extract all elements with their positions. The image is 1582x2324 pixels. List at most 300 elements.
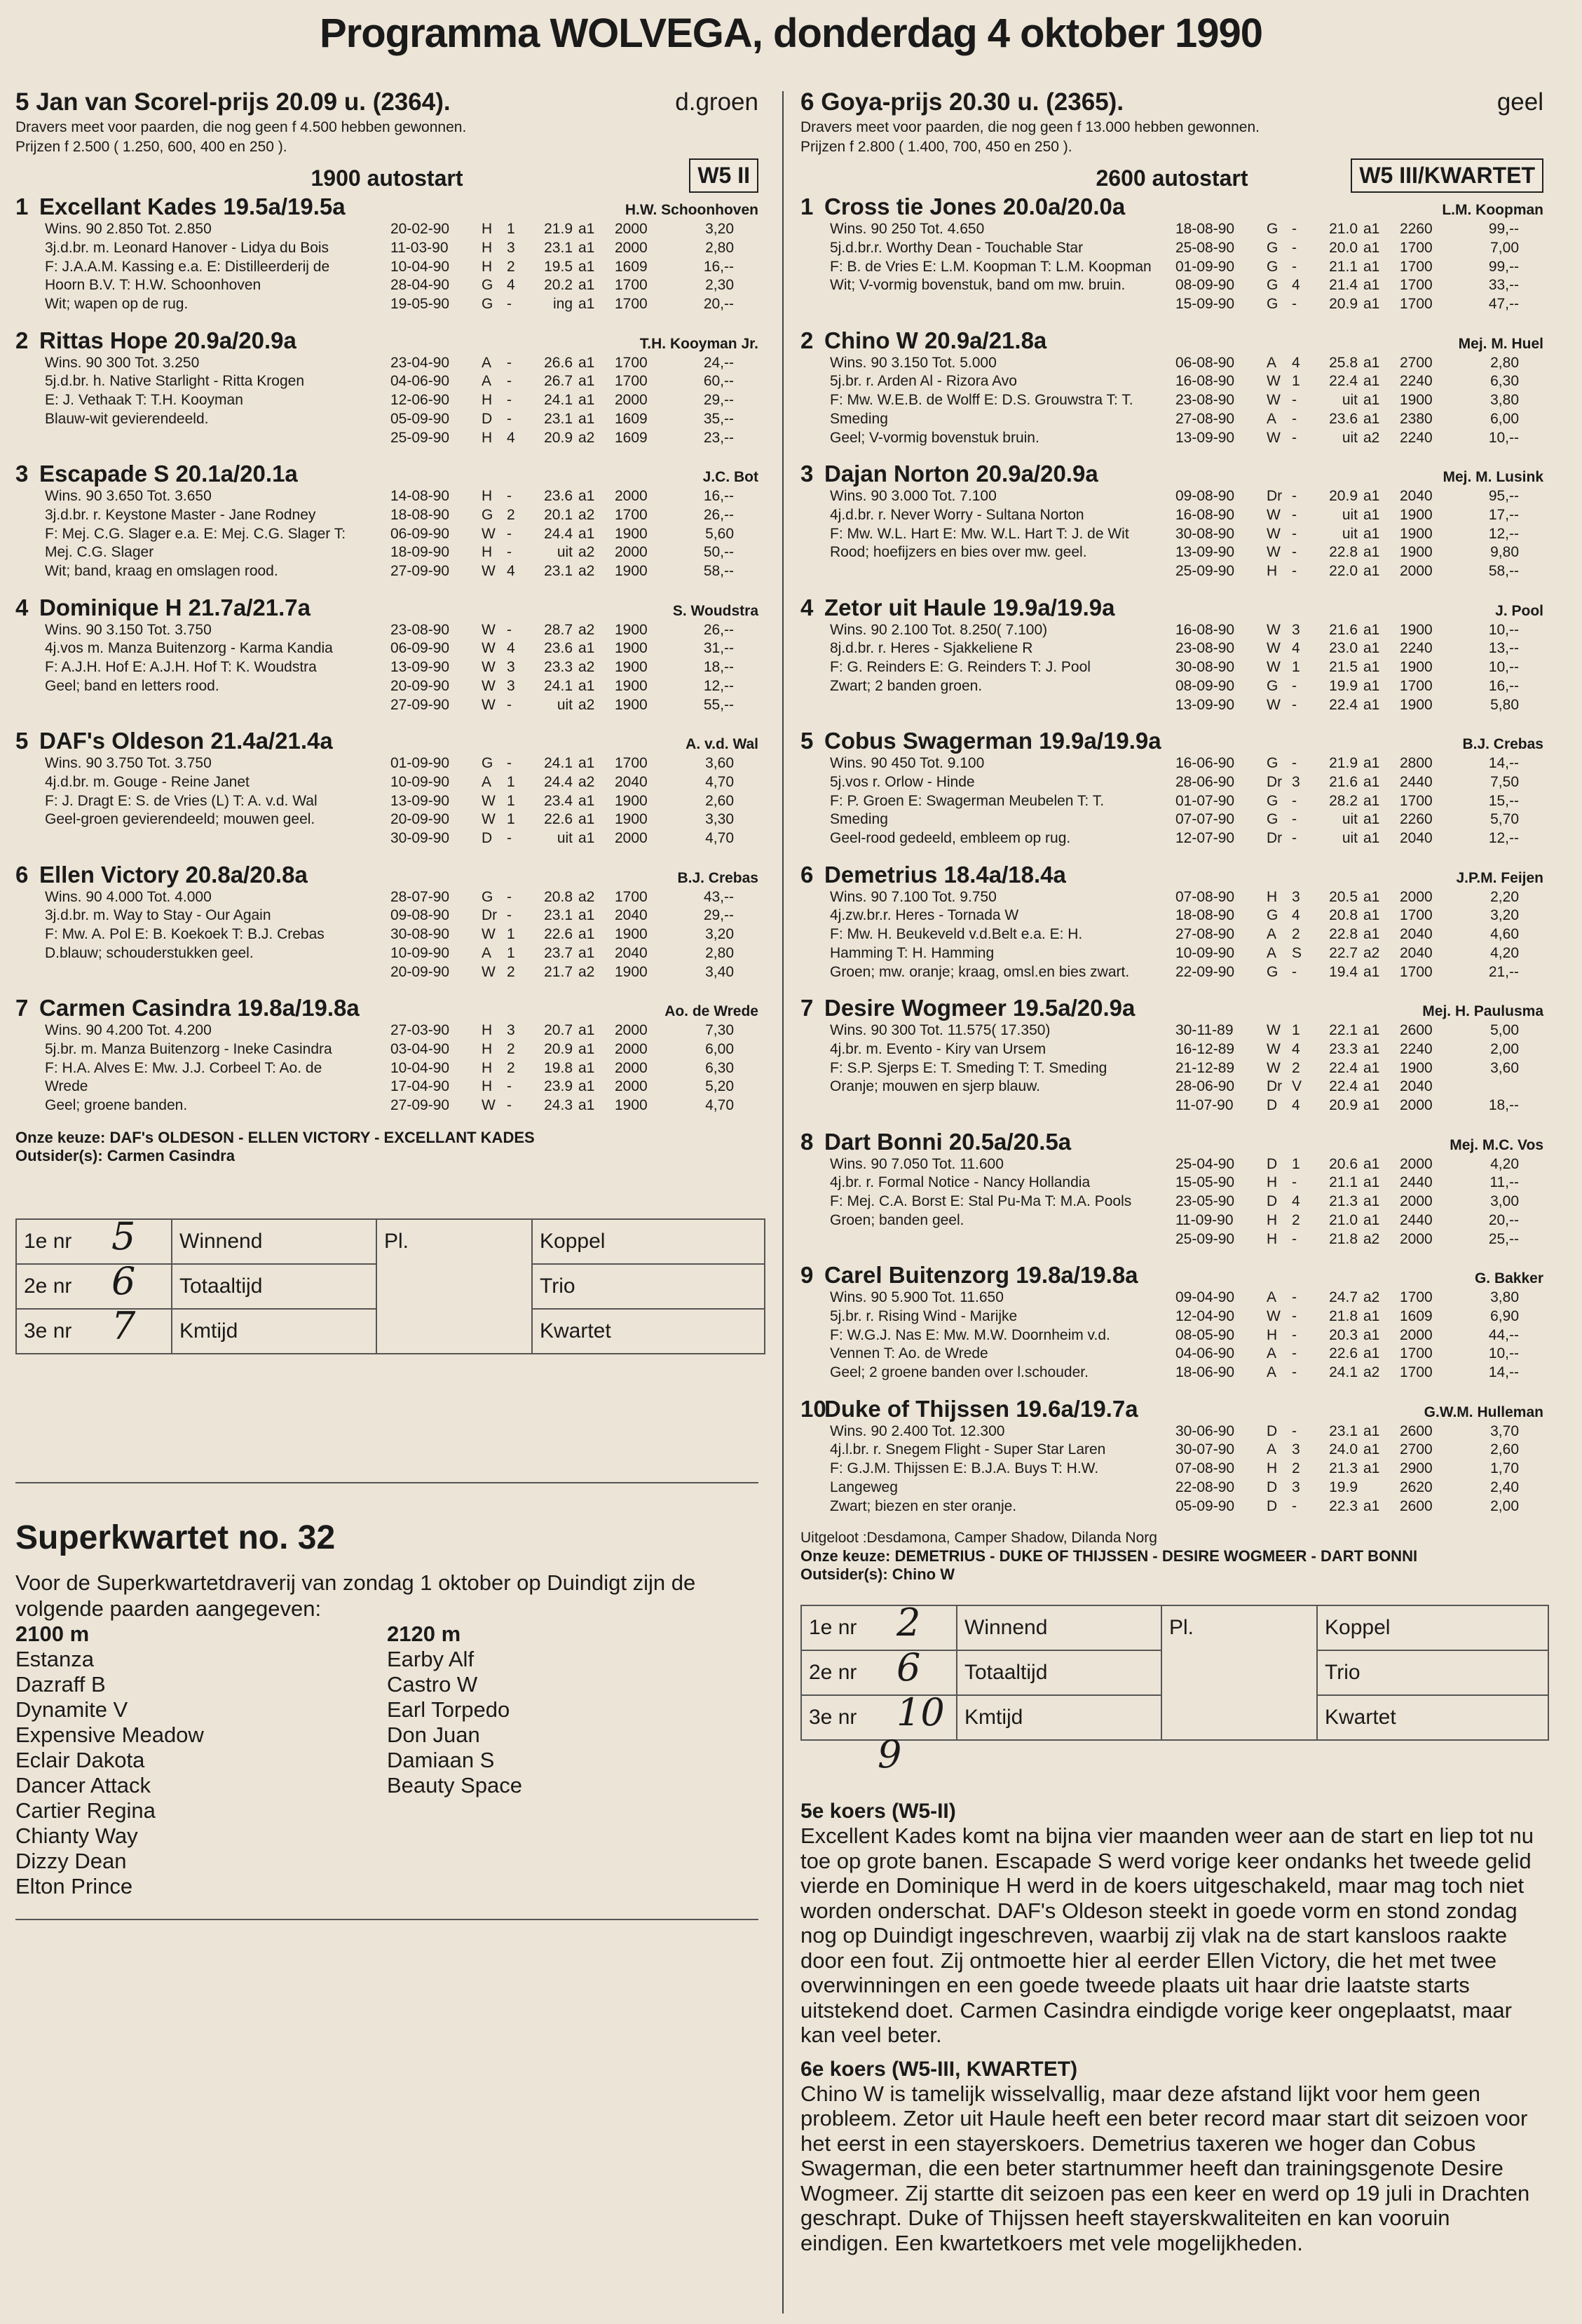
form-row [390,639,758,658]
info-line: Wins. 90 250 Tot. 4.650 [830,221,985,237]
horse-entry [15,995,758,1129]
comment-title: 5e koers (W5-II) [800,1800,956,1823]
form-row [1175,295,1543,314]
our-pick: Onze keuze: DAF's OLDESON - ELLEN VICTORY - EXCELLANT KADES [15,1128,535,1146]
horse-list-item: Don Juan [387,1722,480,1747]
form-cell: 23.6 [544,488,573,504]
form-cell: 20.9 [1329,296,1358,313]
horse-info [800,1289,1175,1382]
form-cell: 4 [1292,1040,1300,1057]
form-cell: 22.6 [1329,1345,1358,1362]
form-cell: 24.1 [544,677,573,694]
horse-number: 4 [15,594,29,620]
form-cell: 20.2 [544,277,573,294]
form-cell: 1 [1292,659,1300,676]
form-cell: a2 [578,544,595,561]
form-row [390,487,758,506]
horse-form [1175,1289,1543,1382]
form-row [1175,925,1543,944]
form-cell: a1 [1363,563,1380,580]
horse-list-item: Dancer Attack [15,1772,151,1798]
form-cell: a1 [1363,410,1380,427]
form-cell: 21.1 [1329,1174,1358,1191]
info-line: Wins. 90 7.100 Tot. 9.750 [830,888,997,905]
form-cell: 1700 [615,354,648,371]
form-cell: 2000 [1400,888,1433,905]
info-line: 3j.d.br. r. Keystone Master - Jane Rodney [45,506,316,523]
form-row [1175,487,1543,506]
superkwartet-list-2120 [387,1622,758,1899]
race-prizes: Prijzen f 2.800 ( 1.400, 700, 450 en 250 ). [800,139,1072,155]
form-cell: a1 [1363,696,1380,713]
horse-trainer: Ao. de Wrede [664,1003,758,1019]
form-cell: 13-09-90 [1175,544,1235,561]
horse-header [15,327,758,354]
form-cell: 2380 [1400,410,1433,427]
form-cell: a1 [1363,277,1380,294]
horse-info [800,1155,1175,1249]
form-cell: 30-07-90 [1175,1441,1235,1458]
form-row [1175,354,1543,373]
form-cell: ing [552,296,573,313]
form-cell: a1 [578,811,595,828]
info-line: 4j.vos m. Manza Buitenzorg - Karma Kandia [45,640,333,657]
horse-name-text: Dart Bonni 20.5a/20.5a [824,1128,1072,1155]
form-row [1175,1289,1543,1307]
form-cell: - [507,354,512,371]
form-cell: 11-09-90 [1175,1211,1234,1228]
list-heading: 2100 m [15,1621,90,1646]
form-cell: a1 [578,907,595,924]
result-field: Kmtijd [957,1695,1161,1740]
horse-list-item: Eclair Dakota [15,1747,145,1772]
form-cell: 19.5 [544,258,573,275]
form-cell: 05-09-90 [390,410,450,427]
form-cell: 1700 [1400,1289,1433,1305]
form-row [1175,1192,1543,1211]
form-row [1175,696,1543,715]
handwritten-number: 6 [896,1645,921,1690]
horse-header [15,995,758,1021]
info-line: F: Mej. C.G. Slager e.a. E: Mej. C.G. Slager T: [45,525,346,542]
horse-info [15,754,390,848]
info-line: Geel; 2 groene banden over l.schouder. [830,1364,1089,1381]
form-cell: 1900 [615,677,648,694]
form-cell: 1900 [615,963,648,980]
form-cell: 1900 [1400,525,1433,542]
form-cell: 1 [507,221,515,237]
comment-text: Chino W is tamelijk wisselvallig, maar deze afstand lijkt voor hem geen probleem. Zetor uit Haule heeft een beter record maar start dit seizoen voor het eerst in een stayerskoers. Demetrius taxeren we hoger dan Cobus Swagerman, die een beter startnummer heeft dan trainingsgenote Desire Wogmeer. Zij startte dit seizoen pas een keer en werd op 19 juli in Drachten geschrapt. Duke of Thijssen heeft stayerskwaliteiten en kan vooruin eindigen. Een kwartetkoers met vele mogelijkheden. [800,2081,1530,2255]
form-cell: a1 [1363,1155,1380,1172]
horse-entry [800,728,1543,862]
form-cell: 5,20 [705,1078,734,1095]
form-cell: 2240 [1400,373,1433,390]
form-cell: 3 [507,677,515,694]
form-cell: A [1267,926,1277,943]
form-cell: 2 [507,1040,515,1057]
info-line: Wins. 90 2.850 Tot. 2.850 [45,221,212,237]
form-cell: 6,30 [705,1059,734,1076]
result-position [16,1214,172,1264]
form-row [390,829,758,848]
horse-info [800,220,1175,314]
info-line: Geel; V-vormig bovenstuk bruin. [830,429,1039,446]
form-row [390,562,758,581]
form-row [1175,1211,1543,1230]
horse-number: 3 [15,461,29,487]
form-row [390,410,758,429]
info-line: Hamming T: H. Hamming [830,944,995,961]
horse-name [15,995,360,1021]
section-rule [15,1919,758,1920]
form-cell: 2000 [615,830,648,847]
form-cell: 16,-- [703,488,734,504]
horse-header [15,594,758,621]
horse-form [390,621,758,715]
horse-entry [15,193,758,327]
form-cell: 33,-- [1488,277,1519,294]
form-cell: Dr [1267,488,1283,504]
horse-body [800,220,1543,314]
form-cell: 07-08-90 [1175,888,1235,905]
form-cell: H [482,1078,493,1095]
horse-body [15,754,758,848]
info-line: Groen; mw. oranje; kraag, omsl.en bies zwart. [830,963,1130,980]
form-cell: 20.9 [544,1040,573,1057]
form-cell: - [1292,1422,1297,1439]
form-cell: 2 [1292,926,1300,943]
form-cell: 2 [507,963,515,980]
result-field: Winnend [172,1219,376,1264]
form-cell: D [482,830,493,847]
form-cell: 30-08-90 [1175,525,1235,542]
form-cell: 3,60 [1490,1059,1519,1076]
form-cell: a1 [1363,1307,1380,1324]
horse-form [1175,1422,1543,1516]
horse-list-item: Dizzy Dean [15,1848,127,1873]
form-cell: a1 [1363,506,1380,523]
info-line: F: Mej. C.A. Borst E: Stal Pu-Ma T: M.A. Pools [830,1193,1132,1210]
result-bet: Kwartet [1317,1695,1548,1740]
form-cell: 2000 [615,1022,648,1038]
form-cell: 16-08-90 [1175,621,1235,638]
horse-header [800,1129,1543,1155]
form-cell: - [1292,1230,1297,1247]
result-table-race-5 [15,1214,765,1354]
form-cell: 1700 [615,277,648,294]
form-row [1175,906,1543,925]
form-cell: 20-09-90 [390,811,450,828]
form-cell: 3 [1292,1479,1300,1495]
form-cell: 1900 [1400,506,1433,523]
form-cell: a2 [1363,944,1380,961]
info-line: Wins. 90 3.150 Tot. 5.000 [830,354,997,371]
form-cell: 35,-- [703,410,734,427]
form-cell: 20.8 [544,888,573,905]
horse-body [800,354,1543,448]
form-cell: G [482,888,493,905]
form-cell: 23-08-90 [390,621,450,638]
form-cell: 22.7 [1329,944,1358,961]
info-line: Wins. 90 4.200 Tot. 4.200 [45,1022,212,1038]
form-cell: 26,-- [703,506,734,523]
form-row [1175,1326,1543,1345]
form-row [390,525,758,544]
form-cell: 10,-- [1488,429,1519,446]
form-cell: W [1267,696,1281,713]
form-cell: a1 [578,640,595,657]
form-cell: 1700 [1400,907,1433,924]
form-cell: - [1292,1174,1297,1191]
horse-name [800,728,1161,754]
form-cell: A [482,354,492,371]
form-cell: a1 [1363,488,1380,504]
result-label: 2e nr [809,1661,857,1684]
form-cell: a1 [578,1097,595,1114]
superkwartet-intro: Voor de Superkwartetdraverij van zondag 1 oktober op Duindigt zijn de volgende paarden aangegeven: [15,1570,696,1621]
form-cell: 01-09-90 [1175,258,1235,275]
form-cell: a1 [1363,296,1380,313]
horse-number: 4 [800,594,814,620]
info-line: Mej. C.G. Slager [45,544,154,561]
form-cell: 6,30 [1490,373,1519,390]
form-cell: 3 [1292,773,1300,790]
horse-number: 1 [800,193,814,219]
form-row [1175,1345,1543,1364]
form-cell: 2000 [615,544,648,561]
form-cell: 23.1 [544,907,573,924]
form-cell: 1,70 [1490,1460,1519,1477]
race-conditions: Dravers meet voor paarden, die nog geen f 13.000 hebben gewonnen. [800,119,1260,135]
form-cell: 23-05-90 [1175,1193,1235,1210]
form-cell: 23.6 [544,640,573,657]
form-cell: 30-06-90 [1175,1422,1235,1439]
form-cell: G [1267,755,1278,771]
info-line: Wins. 90 7.050 Tot. 11.600 [830,1155,1004,1172]
form-cell [1363,1479,1400,1497]
outsiders: Outsider(s): Carmen Casindra [15,1146,235,1164]
form-cell: 26.7 [544,373,573,390]
form-cell: 1700 [1400,239,1433,256]
horse-entry [15,594,758,728]
form-cell: A [482,373,492,390]
form-cell: 1700 [1400,963,1433,980]
info-line: F: W.G.J. Nas E: Mw. M.W. Doornheim v.d. [830,1326,1110,1343]
form-cell: A [482,944,492,961]
race-title: 5 Jan van Scorel-prijs 20.09 u. (2364). [15,88,451,116]
form-cell: - [1292,429,1297,446]
form-cell: 20.9 [1329,1097,1358,1114]
form-row [390,543,758,562]
form-cell: A [1267,944,1277,961]
form-cell: H [1267,1460,1278,1477]
form-row [390,963,758,982]
form-cell: 28-06-90 [1175,1078,1235,1095]
form-cell: 20.8 [1329,907,1358,924]
section-rule [15,1482,758,1483]
result-row [801,1605,1548,1650]
info-line: Wins. 90 3.750 Tot. 3.750 [45,755,212,771]
form-cell: 18,-- [1488,1097,1519,1114]
form-cell: 20-09-90 [390,677,450,694]
form-cell: 13-09-90 [390,792,450,809]
form-row [390,1096,758,1115]
form-cell: 20.0 [1329,239,1358,256]
horse-body [800,1155,1543,1249]
horse-entry [15,461,758,594]
horse-trainer: B.J. Crebas [1462,736,1543,752]
form-row [1175,621,1543,640]
form-cell: 12-04-90 [1175,1307,1235,1324]
form-cell: G [482,506,493,523]
form-cell: - [507,296,512,313]
form-cell: a1 [1363,1345,1380,1362]
form-cell: H [482,1022,493,1038]
horse-name-text: Carmen Casindra 19.8a/19.8a [39,995,360,1021]
form-cell: 22.6 [544,926,573,943]
form-cell: 20.9 [544,429,573,446]
form-cell: S [1292,944,1302,961]
form-cell: 1700 [615,296,648,313]
form-cell: 2 [1292,1211,1300,1228]
form-cell: D [1267,1422,1278,1439]
form-cell: 25-04-90 [1175,1155,1235,1172]
horse-body [15,354,758,448]
form-cell: uit [1342,429,1358,446]
race-comments [800,1800,1543,2255]
form-cell: 4 [1292,640,1300,657]
form-cell: 2000 [1400,1326,1433,1343]
form-cell: 1 [1292,1155,1300,1172]
form-cell: - [507,907,512,924]
form-cell: 2000 [1400,1155,1433,1172]
form-cell: 10,-- [1488,1345,1519,1362]
form-cell: 2040 [1400,830,1433,847]
form-cell: - [1292,239,1297,256]
form-cell: A [1267,1364,1277,1381]
form-cell: a1 [578,525,595,542]
form-cell: 1900 [615,1097,648,1114]
horse-name [800,193,1125,220]
form-cell: a1 [1363,1174,1380,1191]
horse-name-text: Escapade S 20.1a/20.1a [39,461,298,487]
form-cell: G [482,755,493,771]
form-cell: - [1292,563,1297,580]
form-cell: W [1267,392,1281,409]
info-line: Oranje; mouwen en sjerp blauw. [830,1078,1040,1095]
form-cell: 1900 [1400,1059,1433,1076]
horse-info [800,1422,1175,1516]
form-cell: 22.0 [1329,563,1358,580]
form-cell: a1 [1363,1040,1380,1057]
form-cell: A [1267,410,1277,427]
form-cell: W [1267,640,1281,657]
horse-number: 2 [800,327,814,353]
form-cell: 2000 [615,1059,648,1076]
form-cell: W [1267,373,1281,390]
form-cell: 27-08-90 [1175,410,1235,427]
horse-number: 1 [15,193,29,219]
info-line: 5j.br. r. Arden Al - Rizora Avo [830,373,1017,390]
form-cell: W [482,677,496,694]
result-label: 1e nr [809,1616,857,1639]
form-cell: 10,-- [1488,659,1519,676]
form-cell: a1 [1363,258,1380,275]
form-cell: 21.9 [544,221,573,237]
form-cell: a1 [1363,373,1380,390]
form-cell: uit [557,544,573,561]
form-cell: 24.7 [1329,1289,1358,1305]
horse-trainer: L.M. Koopman [1442,202,1543,218]
form-cell: 16-12-89 [1175,1040,1235,1057]
horse-form [1175,1155,1543,1249]
form-cell: 2,80 [705,944,734,961]
form-cell: 18-06-90 [1175,1364,1235,1381]
info-line: Wins. 90 300 Tot. 3.250 [45,354,200,371]
form-cell: H [482,258,493,275]
form-cell: a1 [1363,221,1380,237]
form-cell: 19-05-90 [390,296,450,313]
form-cell: H [482,488,493,504]
form-cell: G [1267,277,1278,294]
info-line: 4j.d.br. r. Never Worry - Sultana Norton [830,506,1084,523]
horse-form [1175,1021,1543,1115]
form-cell: 1 [507,773,515,790]
form-cell: 1900 [615,659,648,676]
form-cell: 1900 [615,696,648,713]
form-cell: 20.1 [544,506,573,523]
info-line: Wit; band, kraag en omslagen rood. [45,563,278,580]
form-cell: 4,60 [1490,926,1519,943]
form-cell: A [1267,1441,1277,1458]
form-cell: 2000 [615,488,648,504]
form-cell: a1 [578,1022,595,1038]
info-line: 4j.d.br. m. Gouge - Reine Janet [45,773,250,790]
form-cell: 3,40 [705,963,734,980]
form-cell: G [482,296,493,313]
form-cell: 1700 [615,755,648,771]
horse-body [800,1021,1543,1115]
horse-name-text: DAF's Oldeson 21.4a/21.4a [39,728,333,754]
form-cell: 1 [507,926,515,943]
horse-header [15,461,758,487]
horse-list-item: Earby Alf [387,1646,475,1671]
info-line: F: J. Dragt E: S. de Vries (L) T: A. v.d. Wal [45,792,318,809]
form-cell: a1 [1363,1497,1380,1514]
horse-entry [800,594,1543,728]
form-cell: a1 [578,677,595,694]
form-row [390,792,758,811]
horse-list-item: Damiaan S [387,1747,495,1772]
form-row [1175,1078,1543,1096]
form-cell: H [482,544,493,561]
result-row [16,1219,765,1264]
form-cell: W [1267,1059,1281,1076]
form-cell: 2440 [1400,1174,1433,1191]
form-cell: 1 [507,944,515,961]
form-cell: 22.8 [1329,926,1358,943]
horse-entry [800,862,1543,995]
form-cell: 24.4 [544,773,573,790]
horse-info [15,888,390,982]
form-cell: 09-08-90 [1175,488,1235,504]
form-cell: a1 [578,392,595,409]
form-cell: 4 [1292,354,1300,371]
form-cell: 26,-- [703,621,734,638]
form-cell: 4 [1292,277,1300,294]
form-cell: 24,-- [703,354,734,371]
form-cell: - [507,696,512,713]
